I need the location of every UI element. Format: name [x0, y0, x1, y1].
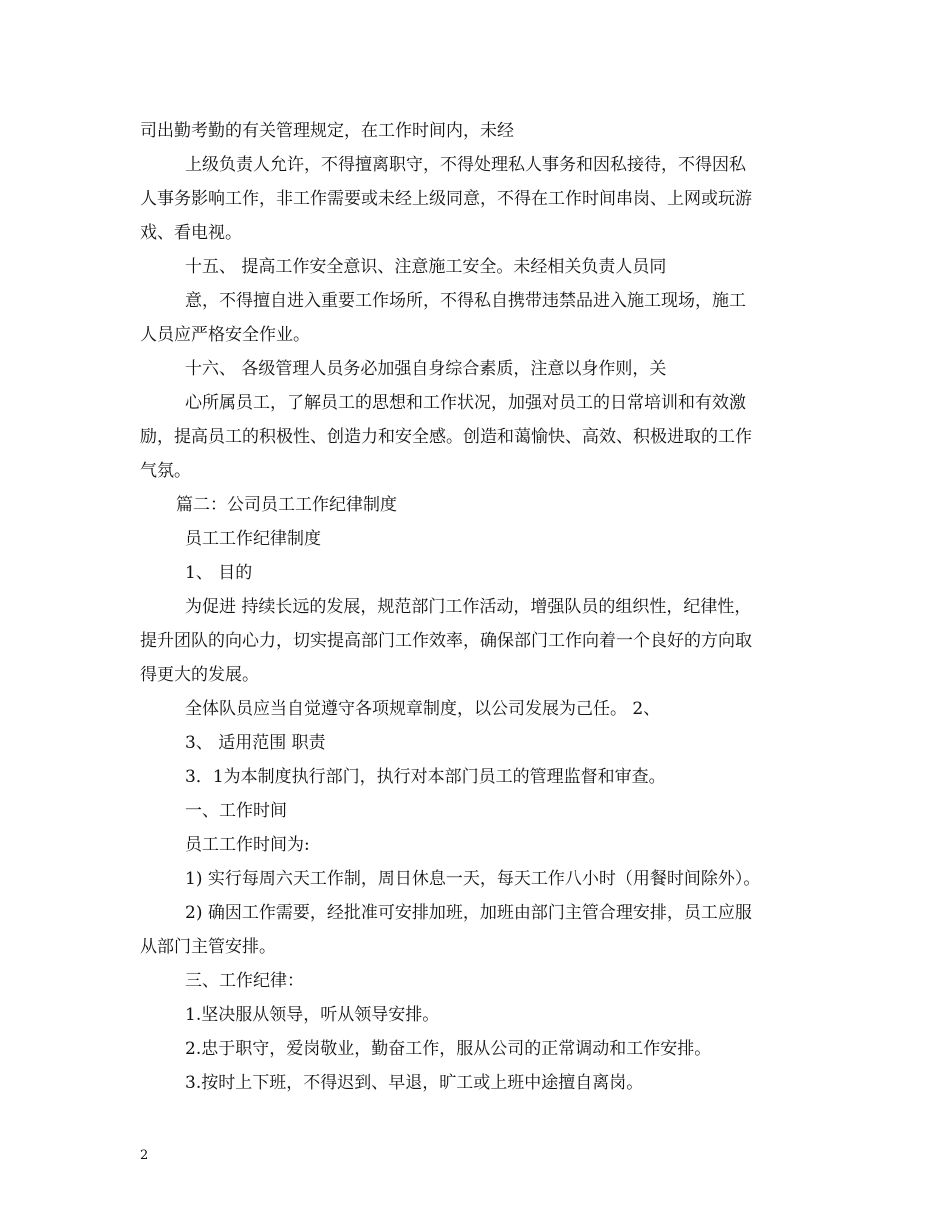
text-line: 十六、 各级管理人员务必加强自身综合素质，注意以身作则，关: [185, 359, 667, 379]
text-line: 1.坚决服从领导，听从领导安排。: [185, 1005, 440, 1025]
body-text: [140, 114, 820, 1100]
text-line: 2) 确因工作需要，经批准可安排加班，加班由部门主管合理安排，员工应服: [185, 903, 752, 923]
text-line: 从部门主管安排。: [140, 937, 276, 957]
text-line: 意，不得擅自进入重要工作场所，不得私自携带违禁品进入施工现场，施工: [185, 291, 746, 311]
text-line: 得更大的发展。: [140, 665, 259, 685]
text-line: 气氛。: [140, 461, 191, 481]
text-line: 戏、看电视。: [140, 223, 242, 243]
text-line: 3．1为本制度执行部门，执行对本部门员工的管理监督和审查。: [185, 767, 666, 787]
text-line: 2.忠于职守，爱岗敬业，勤奋工作，服从公司的正常调动和工作安排。: [185, 1039, 712, 1059]
text-line: 司出勤考勤的有关管理规定，在工作时间内，未经: [140, 121, 514, 141]
text-line: 1、 目的: [185, 563, 253, 583]
text-line: 3.按时上下班，不得迟到、早退，旷工或上班中途擅自离岗。: [185, 1073, 644, 1093]
text-line: 十五、 提高工作安全意识、注意施工安全。未经相关负责人员同: [185, 257, 667, 277]
text-line: 上级负责人允许，不得擅离职守，不得处理私人事务和因私接待，不得因私: [185, 155, 746, 175]
text-line: 一、工作时间: [185, 801, 287, 821]
text-line: 励，提高员工的积极性、创造力和安全感。创造和蔼愉快、高效、积极进取的工作: [140, 427, 752, 447]
text-line: 1) 实行每周六天工作制，周日休息一天，每天工作八小时（用餐时间除外）。: [185, 869, 761, 889]
text-line: 员工工作时间为:: [185, 835, 310, 855]
text-line: 员工工作纪律制度: [185, 529, 321, 549]
text-line: 篇二：公司员工工作纪律制度: [176, 495, 397, 515]
page-number: 2: [140, 1148, 149, 1163]
text-line: 心所属员工，了解员工的思想和工作状况，加强对员工的日常培训和有效激: [185, 393, 746, 413]
text-line: 3、 适用范围 职责: [185, 733, 326, 753]
text-line: 三、工作纪律：: [185, 971, 304, 991]
text-line: 提升团队的向心力，切实提高部门工作效率，确保部门工作向着一个良好的方向取: [140, 631, 752, 651]
text-line: 人员应严格安全作业。: [140, 325, 310, 345]
text-line: 全体队员应当自觉遵守各项规章制度，以公司发展为己任。 2、: [185, 699, 661, 719]
text-line: 为促进 持续长远的发展，规范部门工作活动，增强队员的组织性，纪律性，: [185, 597, 752, 617]
text-line: 人事务影响工作，非工作需要或未经上级同意，不得在工作时间串岗、上网或玩游: [140, 189, 752, 209]
